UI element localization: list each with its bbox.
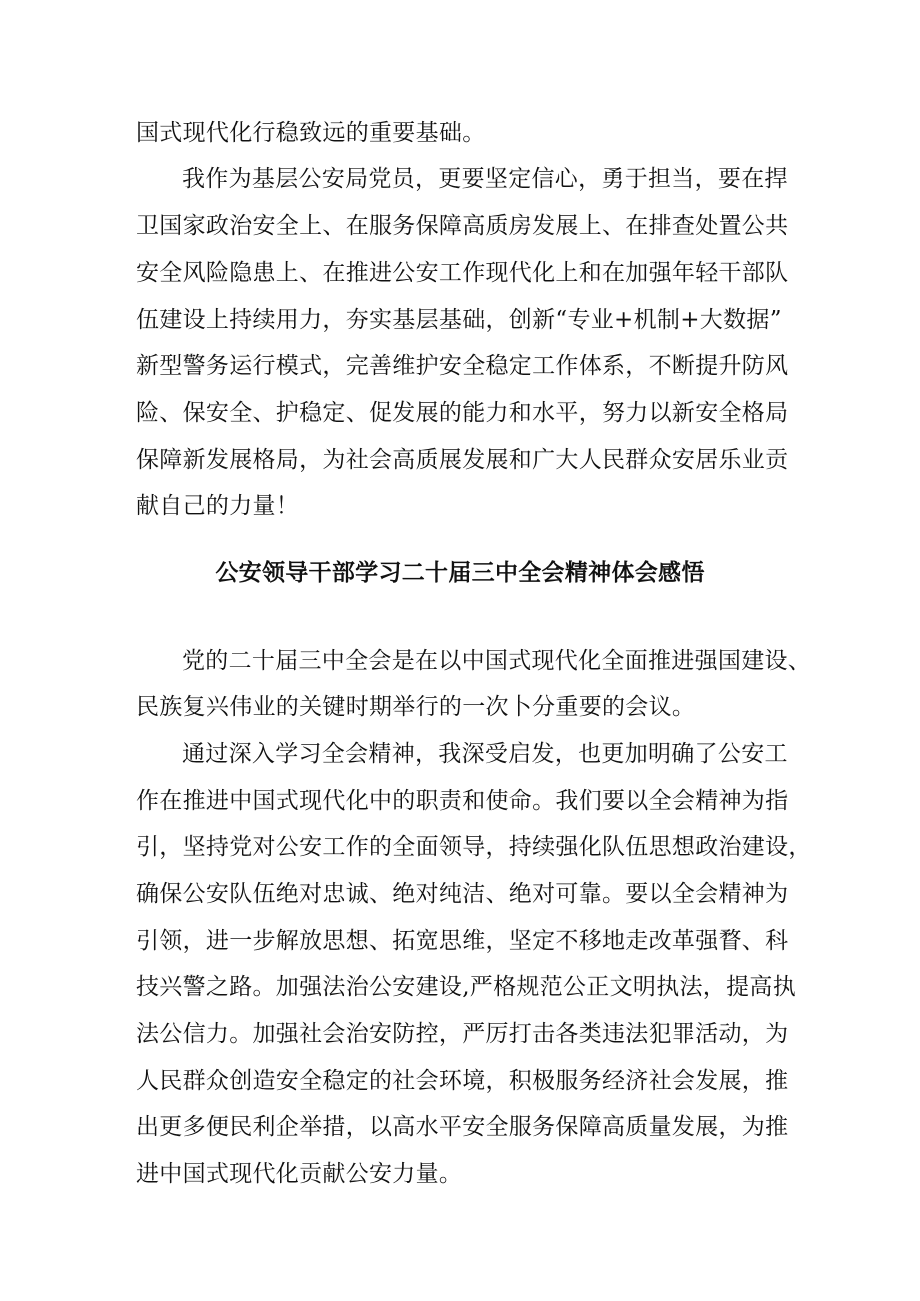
text-line: 通过深入学习全会精神，我深受启发，也更加明确了公安工 (182, 741, 788, 767)
text-line: 新型警务运行模式，完善维护安全稳定工作体系，不断提升防风 (136, 353, 789, 379)
text-line: 引，坚持党对公安工作的全面领导，持续强化队伍思想政治建设， (136, 834, 812, 860)
text-line: 出更多便民利企举措，以高水平安全服务保障高质量发展，为推 (136, 1114, 789, 1140)
text-line: 进中国式现代化贡献公安力量。 (136, 1161, 463, 1187)
text-line: 险、保安全、护稳定、促发展的能力和水平，努力以新安全格局 (136, 400, 789, 426)
text-line: 献自己的力量！ (136, 493, 300, 519)
text-line: 法公信力。加强社会治安防控，严厉打击各类违法犯罪活动，为 (136, 1021, 789, 1047)
text-line: 保障新发展格局，为社会高质展发展和广大人民群众安居乐业贡 (136, 447, 789, 473)
text-line: 技兴警之路。加强法治公安建设,严格规范公正文明执法，提高执 (136, 974, 797, 1000)
section-title: 公安领导干部学习二十届三中全会精神体会感悟 (215, 560, 705, 586)
text-line: 安全风险隐患上、在推进公安工作现代化上和在加强年轻干部队 (136, 260, 789, 286)
text-line: 人民群众创造安全稳定的社会环境，积极服务经济社会发展，推 (136, 1068, 789, 1094)
text-line: 国式现代化行稳致远的重要基础。 (136, 120, 486, 146)
text-line: 确保公安队伍绝对忠诚、绝对纯洁、绝对可靠。要以全会精神为 (136, 881, 789, 907)
text-line: 卫国家政治安全上、在服务保障高质房发展上、在排查处置公共 (136, 213, 789, 239)
text-line: 作在推进中国式现代化中的职责和使命。我们要以全会精神为指 (136, 788, 789, 814)
text-line: 我作为基层公安局党员，更要坚定信心，勇于担当，要在捍 (182, 166, 788, 192)
text-line: 伍建设上持续用力，夯实基层基础，创新“专业+机制+大数据” (136, 307, 782, 333)
text-line: 引领，进一步解放思想、拓宽思维，坚定不移地走改革强瞀、科 (136, 928, 789, 954)
text-line: 民族复兴伟业的关键时期举行的一次卜分重要的会议。 (136, 694, 696, 720)
text-line: 党的二十届三中全会是在以中国式现代化全面推进强国建设、 (182, 648, 812, 674)
